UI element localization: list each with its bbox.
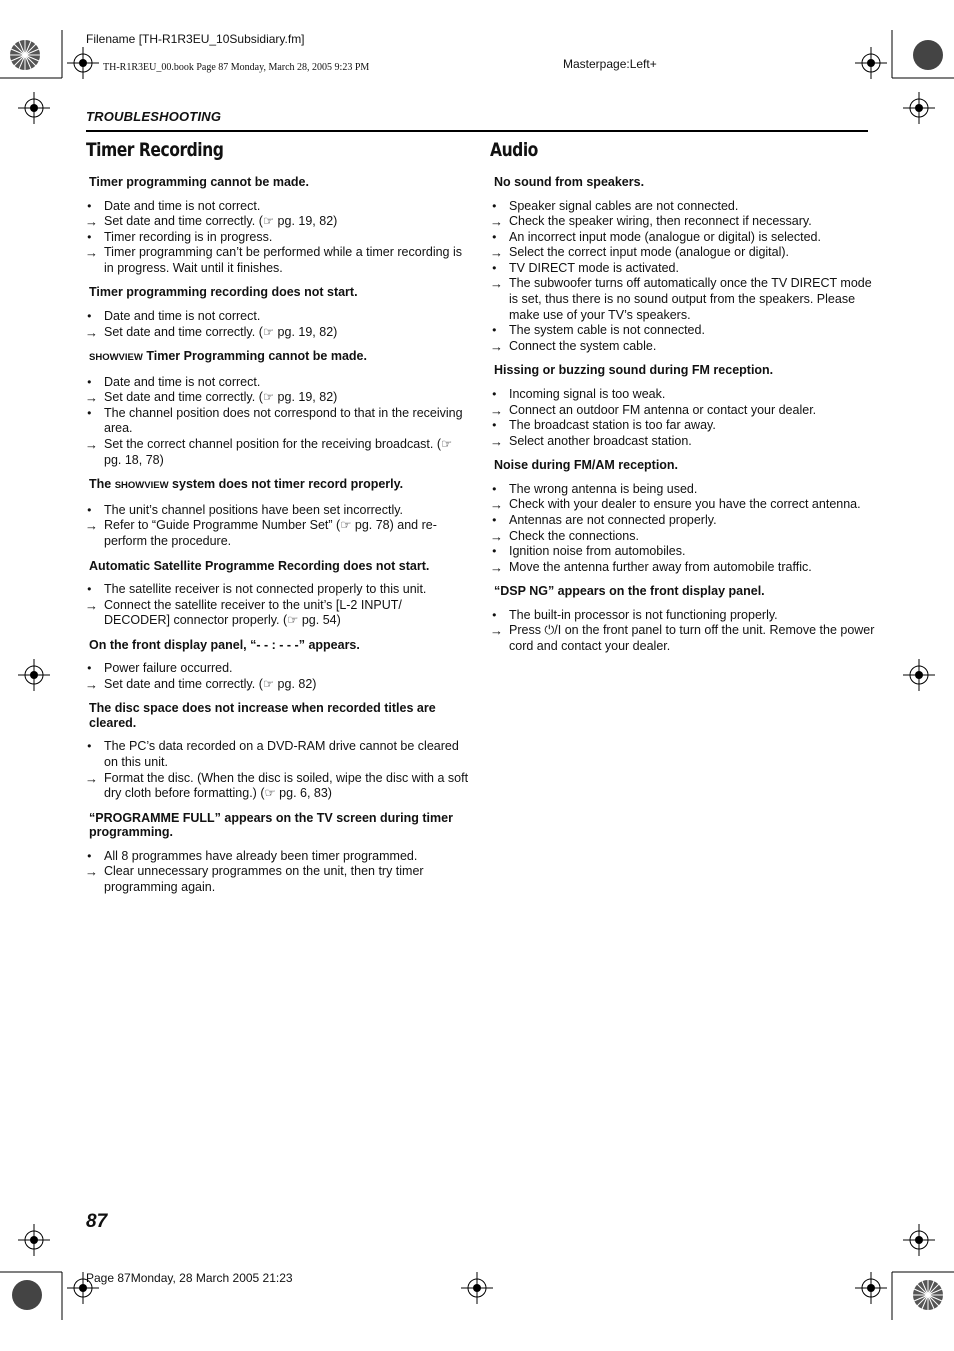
list-item: ● Antennas are not connected properly. (490, 513, 875, 529)
group-heading: Timer programming cannot be made. (89, 175, 309, 189)
timer-recording-title: Timer Recording (86, 139, 224, 161)
registration-target-icon (903, 1224, 935, 1256)
list-item: ● Incoming signal is too weak. (490, 387, 875, 403)
list-item: ● All 8 programmes have already been timer programmed. (85, 849, 470, 865)
book-info-line: TH-R1R3EU_00.book Page 87 Monday, March 28, 2005 9:23 PM (103, 62, 370, 73)
list-item: ● Date and time is not correct. (85, 199, 470, 215)
registration-target-icon (855, 47, 887, 79)
list-item: ● The wrong antenna is being used. (490, 482, 875, 498)
audio-title: Audio (490, 139, 538, 161)
star-wheel-icon (8, 38, 42, 72)
registration-target-icon (903, 92, 935, 124)
list-item: ● The built-in processor is not functioning properly. (490, 608, 875, 624)
registration-target-icon (67, 1272, 99, 1304)
registration-target-icon (461, 1272, 493, 1304)
filename-label: Filename [TH-R1R3EU_10Subsidiary.fm] (86, 32, 305, 46)
registration-target-icon (67, 47, 99, 79)
list-item: → Move the antenna further away from automobile traffic. (490, 560, 875, 576)
density-wheel-icon (10, 1278, 44, 1312)
group-heading: The disc space does not increase when recorded titles are cleared. (89, 701, 436, 730)
group-heading: “DSP NG” appears on the front display panel. (494, 584, 765, 599)
footer-timestamp: Page 87Monday, 28 March 2005 21:23 (86, 1271, 293, 1285)
list-item: → Check with your dealer to ensure you have the correct antenna. (490, 497, 875, 513)
list-item: → Format the disc. (When the disc is soiled, wipe the disc with a soft dry cloth before formatting.) (☞ pg. 6, 83) (85, 771, 470, 802)
list-item: ● The channel position does not correspond to that in the receiving area. (85, 406, 470, 437)
list-item: ● The satellite receiver is not connected properly to this unit. (85, 582, 470, 598)
group-heading: Noise during FM/AM reception. (494, 458, 679, 473)
group-heading: Automatic Satellite Programme Recording does not start. (89, 558, 430, 573)
list-item: ● TV DIRECT mode is activated. (490, 261, 875, 277)
group-heading: Timer programming recording does not start. (89, 285, 358, 300)
list-item: ● Timer recording is in progress. (85, 230, 470, 246)
page-number: 87 (86, 1211, 108, 1232)
list-item: → Set date and time correctly. (☞ pg. 19, 82) (85, 214, 470, 230)
list-item: → Press ⏻/I on the front panel to turn off the unit. Remove the power cord and contact your dealer. (490, 623, 875, 654)
group-heading: On the front display panel, “- - : - - -” appears. (89, 637, 360, 652)
list-item: ● The system cable is not connected. (490, 323, 875, 339)
star-wheel-icon (911, 1278, 945, 1312)
list-item: ● The broadcast station is too far away. (490, 418, 875, 434)
list-item: ● Date and time is not correct. (85, 309, 470, 325)
section-label: TROUBLESHOOTING (86, 109, 222, 124)
list-item: → Check the connections. (490, 529, 875, 545)
list-item: → Check the speaker wiring, then reconnect if necessary. (490, 214, 875, 230)
list-item: → Connect an outdoor FM antenna or contact your dealer. (490, 403, 875, 419)
list-item: → Set the correct channel position for the receiving broadcast. (☞ pg. 18, 78) (85, 437, 470, 468)
list-item: → Refer to “Guide Programme Number Set” (☞ pg. 78) and re-perform the procedure. (85, 518, 470, 549)
list-item: ● Power failure occurred. (85, 661, 470, 677)
list-item: ● An incorrect input mode (analogue or digital) is selected. (490, 230, 875, 246)
group-heading: No sound from speakers. (494, 175, 645, 189)
group-heading: Hissing or buzzing sound during FM reception. (494, 363, 774, 378)
list-item: → Timer programming can’t be performed while a timer recording is in progress. Wait until it finishes. (85, 245, 470, 276)
list-item: → Select another broadcast station. (490, 434, 875, 450)
list-item: ● Speaker signal cables are not connected. (490, 199, 875, 215)
list-item: → Clear unnecessary programmes on the unit, then try timer programming again. (85, 864, 470, 895)
list-item: → Set date and time correctly. (☞ pg. 19, 82) (85, 390, 470, 406)
registration-target-icon (903, 659, 935, 691)
registration-target-icon (18, 659, 50, 691)
density-wheel-icon (911, 38, 945, 72)
masterpage-label: Masterpage:Left+ (563, 57, 657, 71)
group-heading: SHOWVIEW Timer Programming cannot be made. (89, 349, 367, 364)
list-item: → Connect the satellite receiver to the unit’s [L-2 INPUT/ DECODER] connector properly. (☞ pg. 54) (85, 598, 470, 629)
group-heading: “PROGRAMME FULL” appears on the TV screen during timer programming. (89, 810, 453, 840)
list-item: → Select the correct input mode (analogue or digital). (490, 245, 875, 261)
group-heading: The SHOWVIEW system does not timer record properly. (89, 477, 404, 492)
list-item: ● The unit’s channel positions have been set incorrectly. (85, 503, 470, 519)
list-item: → Set date and time correctly. (☞ pg. 19, 82) (85, 325, 470, 341)
list-item: → Connect the system cable. (490, 339, 875, 355)
list-item: → The subwoofer turns off automatically once the TV DIRECT mode is set, thus there is no sound output from the speakers. Please make use of your TV’s speakers. (490, 276, 875, 323)
list-item: ● Ignition noise from automobiles. (490, 544, 875, 560)
registration-target-icon (18, 1224, 50, 1256)
list-item: ● The PC’s data recorded on a DVD-RAM drive cannot be cleared on this unit. (85, 739, 470, 770)
registration-target-icon (855, 1272, 887, 1304)
registration-target-icon (18, 92, 50, 124)
list-item: ● Date and time is not correct. (85, 375, 470, 391)
list-item: → Set date and time correctly. (☞ pg. 82) (85, 677, 470, 693)
